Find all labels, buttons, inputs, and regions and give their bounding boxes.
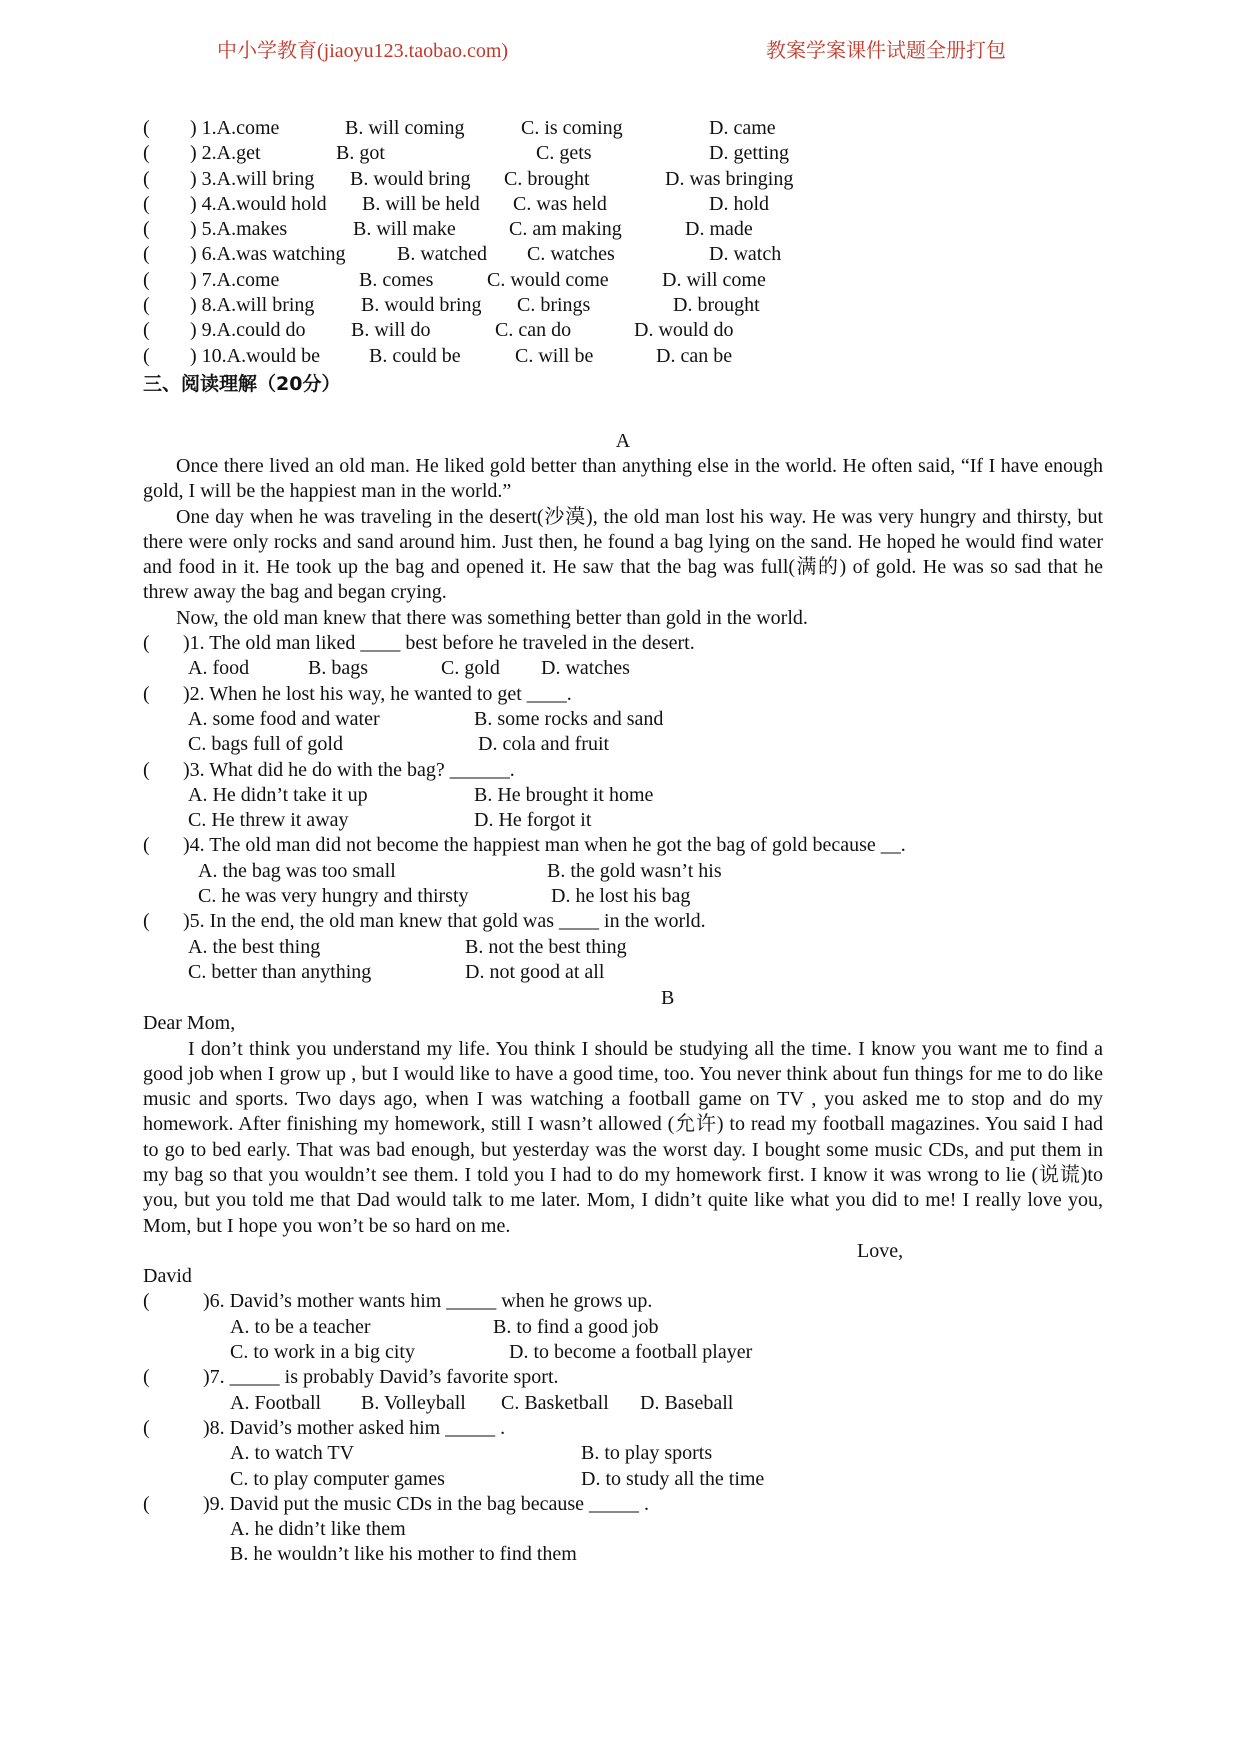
letter-greeting: Dear Mom, — [143, 1012, 236, 1035]
question: ( )6. David’s mother wants him _____ when he grows up. — [143, 1290, 653, 1313]
cloze-row: ( ) 2.A.get B. got C. gets D. getting — [143, 142, 789, 165]
passage-label: B — [661, 987, 675, 1010]
answer-options: A. He didn’t take it up B. He brought it home — [188, 783, 654, 806]
cloze-options — [143, 116, 1103, 369]
question: ( )4. The old man did not become the happiest man when he got the bag of gold because __. — [143, 834, 906, 857]
answer-options: A. to watch TV B. to play sports — [230, 1442, 713, 1465]
answer-options: C. he was very hungry and thirsty D. he lost his bag — [198, 885, 691, 908]
passage-a — [143, 428, 1103, 985]
paragraph: Once there lived an old man. He liked gold better than anything else in the world. He often said, “If I have enough gold, I will be the happiest man in the world.” — [143, 454, 1103, 503]
answer-options: A. to be a teacher B. to find a good job — [230, 1315, 659, 1338]
letter-body: I don’t think you understand my life. You think I should be studying all the time. I know you want me to find a good job when I grow up , but I would like to have a good time, too. You never think about fun things for me to do like music and sports. Two days ago, when I was watching a football game on TV , you asked me to stop and do my homework. After finishing my homework, still I wasn’t allowed (允许) to read my football magazines. You said I had to go to bed early. That was bad enough, but yesterday was the worst day. I bought some music CDs, and put them in my bag so that you wouldn’t see them. I told you I had to do my homework first. I know it was wrong to lie (说谎)to you, but you told me that Dad would talk to me later. Mom, I didn’t quite like what you did to me! I really love you, Mom, but I hope you won’t be so hard on me. — [143, 1037, 1103, 1237]
cloze-row: ( ) 1.A.come B. will coming C. is coming D. came — [143, 117, 776, 139]
cloze-row: ( ) 9.A.could do B. will do C. can do D. would do — [143, 319, 734, 342]
paragraph: One day when he was traveling in the desert(沙漠), the old man lost his way. He was very hungry and thirsty, but there were only rocks and sand around him. Just then, he found a bag lying on the sand. He hoped he would find water and food in it. He took up the bag and opened it. He saw that the bag was full(满的) of gold. He was so sad that he threw away the bag and began crying. — [143, 505, 1103, 604]
question: ( )3. What did he do with the bag? ______. — [143, 758, 515, 781]
answer-options: B. he wouldn’t like his mother to find them — [230, 1543, 577, 1566]
question: ( )9. David put the music CDs in the bag because _____ . — [143, 1492, 650, 1515]
answer-options: C. bags full of gold D. cola and fruit — [188, 733, 610, 756]
paragraph: Now, the old man knew that there was something better than gold in the world. — [176, 606, 808, 629]
letter-signature: David — [143, 1265, 192, 1288]
passage-label: A — [615, 429, 631, 452]
question: ( )1. The old man liked ____ best before he traveled in the desert. — [143, 632, 695, 655]
cloze-row: ( ) 4.A.would hold B. will be held C. was held D. hold — [143, 192, 769, 215]
answer-options: C. He threw it away D. He forgot it — [188, 809, 592, 832]
question: ( )2. When he lost his way, he wanted to get ____. — [143, 682, 572, 705]
answer-options: C. to play computer games D. to study all the time — [230, 1467, 765, 1490]
header-left: 中小学教育(jiaoyu123.taobao.com) — [217, 40, 509, 62]
cloze-row: ( ) 5.A.makes B. will make C. am making D. made — [143, 218, 753, 241]
answer-options: C. better than anything D. not good at all — [188, 960, 605, 983]
cloze-row: ( ) 10.A.would be B. could be C. will be D. can be — [143, 344, 733, 367]
answer-options: A. some food and water B. some rocks and sand — [188, 707, 664, 730]
answer-options: A. Football B. Volleyball C. Basketball D. Baseball — [230, 1391, 734, 1414]
letter-closing: Love, — [857, 1239, 904, 1262]
cloze-row: ( ) 3.A.will bring B. would bring C. brought D. was bringing — [143, 167, 794, 190]
question: ( )8. David’s mother asked him _____ . — [143, 1416, 506, 1439]
section-title: 三、阅读理解（20分） — [143, 372, 341, 395]
header-right: 教案学案课件试题全册打包 — [766, 40, 1006, 62]
answer-options: A. the bag was too small B. the gold wasn’t his — [198, 859, 722, 882]
cloze-row: ( ) 8.A.will bring B. would bring C. brings D. brought — [143, 294, 760, 317]
answer-options: C. to work in a big city D. to become a football player — [230, 1341, 753, 1364]
question: ( )7. _____ is probably David’s favorite sport. — [143, 1366, 559, 1389]
passage-b — [143, 985, 1103, 1568]
cloze-row: ( ) 7.A.come B. comes C. would come D. will come — [143, 268, 766, 291]
worksheet-page — [143, 116, 1103, 1568]
answer-options: A. the best thing B. not the best thing — [188, 935, 627, 958]
cloze-row: ( ) 6.A.was watching B. watched C. watches D. watch — [143, 243, 782, 266]
answer-options: A. he didn’t like them — [230, 1518, 406, 1541]
answer-options: A. food B. bags C. gold D. watches — [188, 657, 630, 680]
question: ( )5. In the end, the old man knew that gold was ____ in the world. — [143, 910, 706, 933]
